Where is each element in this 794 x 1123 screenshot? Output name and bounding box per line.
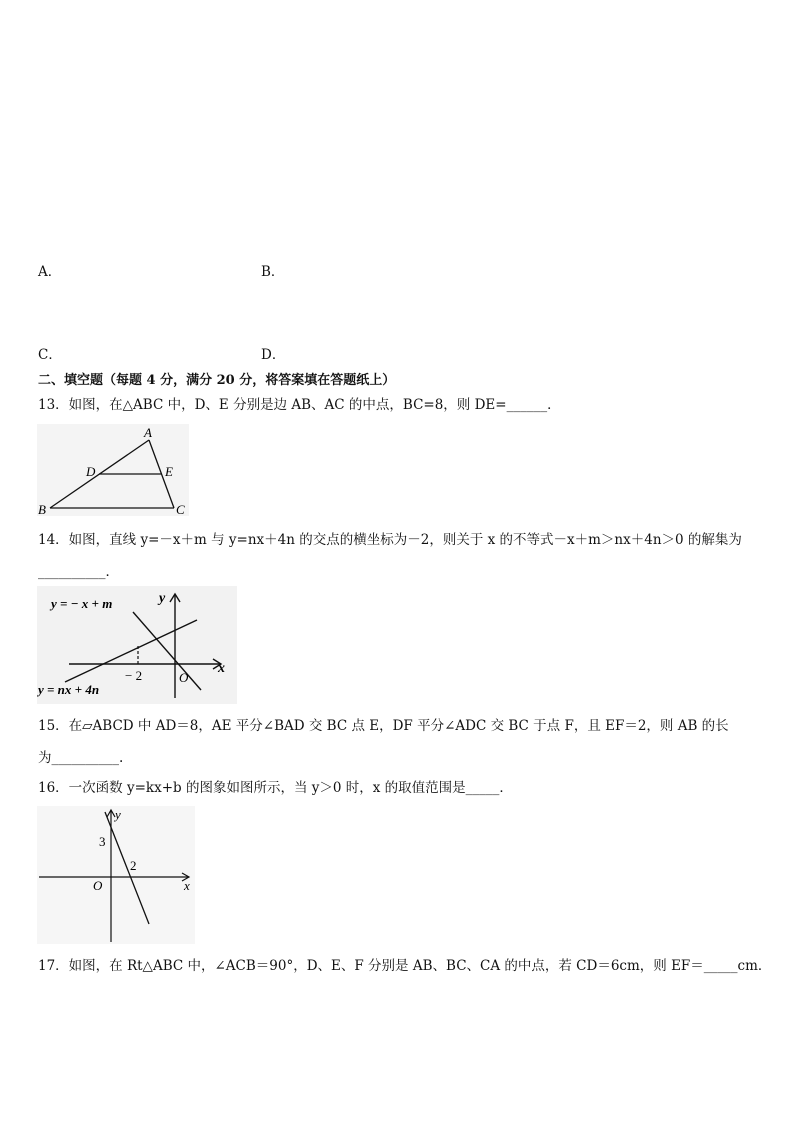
point-b-label: B bbox=[38, 502, 46, 516]
question-14-text-line1: 14．如图，直线 y=－x＋m 与 y=nx＋4n 的交点的横坐标为－2，则关于 x 的不等式－x＋m＞nx＋4n＞0 的解集为 bbox=[38, 532, 742, 548]
option-a-label: A． bbox=[38, 264, 62, 280]
point-e-label: E bbox=[165, 464, 173, 479]
y-axis-label: y bbox=[115, 807, 121, 822]
point-d-label: D bbox=[86, 464, 96, 479]
question-15-text-line2: 为__________. bbox=[38, 750, 124, 766]
neg-two-label: − 2 bbox=[125, 668, 143, 683]
question-17-text: 17．如图，在 Rt△ABC 中，∠ACB＝90°，D、E、F 分别是 AB、BC、CA 的中点，若 CD＝6cm，则 EF＝_____cm． bbox=[38, 958, 772, 974]
option-d-label: D． bbox=[261, 347, 286, 363]
question-16-text: 16．一次函数 y=kx+b 的图象如图所示，当 y＞0 时，x 的取值范围是_____． bbox=[38, 780, 513, 796]
x-axis-label: x bbox=[218, 661, 225, 676]
question-13-text: 13．如图，在△ABC 中，D、E 分别是边 AB、AC 的中点，BC=8，则 DE=______． bbox=[38, 397, 561, 413]
q14-graph-figure bbox=[37, 586, 237, 704]
origin-label: O bbox=[93, 878, 103, 893]
option-b-label: B． bbox=[261, 264, 285, 280]
option-c-label: C． bbox=[38, 347, 62, 363]
point-a-label: A bbox=[144, 425, 152, 440]
origin-label: O bbox=[179, 670, 189, 685]
x-intercept-label: 2 bbox=[130, 858, 137, 873]
point-c-label: C bbox=[176, 502, 185, 516]
q16-graph-figure bbox=[37, 806, 195, 944]
x-axis-label: x bbox=[184, 878, 190, 893]
question-15-text-line1: 15．在▱ABCD 中 AD＝8，AE 平分∠BAD 交 BC 点 E，DF 平分∠ADC 交 BC 于点 F，且 EF＝2，则 AB 的长 bbox=[38, 718, 729, 734]
q13-triangle-figure bbox=[37, 424, 189, 516]
y-axis-label: y bbox=[159, 591, 166, 606]
line2-equation-label: y = nx + 4n bbox=[38, 682, 100, 697]
y-intercept-label: 3 bbox=[99, 834, 106, 849]
line1-equation-label: y = − x + m bbox=[51, 596, 113, 611]
section-2-heading: 二、填空题（每题 4 分，满分 20 分，将答案填在答题纸上） bbox=[38, 373, 396, 388]
question-14-text-line2: __________． bbox=[38, 564, 119, 580]
